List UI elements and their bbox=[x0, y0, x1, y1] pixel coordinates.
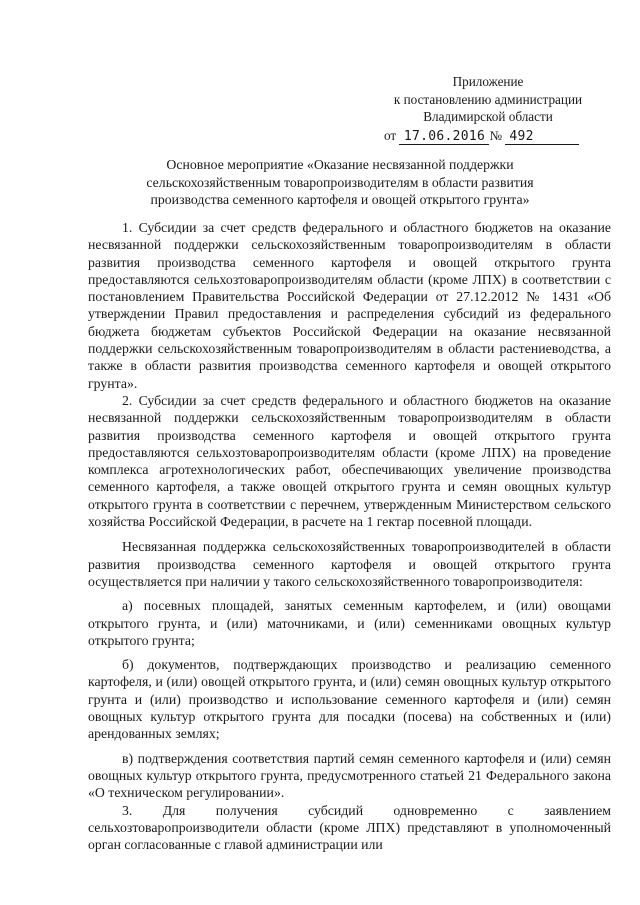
paragraph-3: Несвязанная поддержка сельскохозяйственных товаропроизводителей в области развития производства семенного картофеля и овощей открытого грунта осуществляется при наличии у такого сельскохозяйственного товаропроизводителя: bbox=[88, 539, 611, 589]
appendix-region-line: Владимирской области bbox=[423, 109, 553, 124]
appendix-title: Приложение bbox=[452, 74, 524, 89]
title-line-2: сельскохозяйственным товаропроизводителям в области развития bbox=[146, 174, 534, 190]
document-title bbox=[80, 156, 600, 209]
appendix-date-line bbox=[378, 127, 598, 145]
paragraph-1: 1. Субсидии за счет средств федерального и областного бюджетов на оказание несвязанной поддержки сельскохозяйственным товаропроизводителям в области развития производства семенного картофеля и овощей открытого грунта предоставляются сельхозтоваропроизводителям области (кроме ЛПХ) в соответствии с постановлением Правительства Российской Федерации от 27.12.2012 № 1431 «Об утверждении Правил предоставления и распределения субсидий из федерального бюджета бюджетам субъектов Российской Федерации на оказание несвязанной поддержки сельскохозяйственным товаропроизводителям в области растениеводства, а также в области развития производства семенного картофеля и овощей открытого грунта». bbox=[88, 220, 611, 391]
document-body bbox=[88, 219, 611, 853]
paragraph-item-v: в) подтверждения соответствия партий семян семенного картофеля и (или) семян овощных культур открытого грунта, предусмотренного статьей 21 Федерального закона «О техническом регулировании». bbox=[88, 750, 611, 801]
paragraph-item-a: а) посевных площадей, занятых семенным картофелем, и (или) овощами открытого грунта, и (или) маточниками, и (или) семенниками овощных культур открытого грунта; bbox=[88, 598, 611, 648]
paragraph-2: 2. Субсидии за счет средств федерального и областного бюджетов на оказание несвязанной поддержки сельскохозяйственным товаропроизводителям в области развития производства семенного картофеля и овощей открытого грунта предоставляются сельхозтоваропроизводителям области (кроме ЛПХ) на проведение комплекса агротехнологических работ, обеспечивающих увеличение производства семенного картофеля, а также овощей открытого грунта и семян овощных культур открытого грунта в соответствии с перечнем, утвержденным Министерством сельского хозяйства Российской Федерации, в расчете на 1 гектар посевной площади. bbox=[88, 392, 611, 530]
date-prefix: от bbox=[384, 127, 397, 143]
title-line-3: производства семенного картофеля и овощей открытого грунта» bbox=[150, 192, 530, 207]
appendix-resolution-line: к постановлению администрации bbox=[393, 91, 583, 107]
handwritten-number: 492 bbox=[505, 129, 579, 145]
paragraph-4: 3. Для получения субсидий одновременно с заявлением сельхозтоваропроизводители области (кроме ЛПХ) представляют в уполномоченный орган согласованные с главой администрации или bbox=[88, 802, 611, 853]
handwritten-date: 17.06.2016 bbox=[399, 129, 489, 145]
number-sign: № bbox=[489, 127, 503, 143]
paragraph-item-b: б) документов, подтверждающих производство и реализацию семенного картофеля, и (или) овощей открытого грунта, и (или) семян овощных культур открытого грунта и (или) производство и использование семенного картофеля и (или) семян овощных культур открытого грунта для посадки (посева) на собственных и (или) арендованных землях; bbox=[88, 657, 611, 742]
appendix-header bbox=[378, 73, 598, 145]
title-line-1: Основное мероприятие «Оказание несвязанной поддержки bbox=[166, 157, 514, 172]
